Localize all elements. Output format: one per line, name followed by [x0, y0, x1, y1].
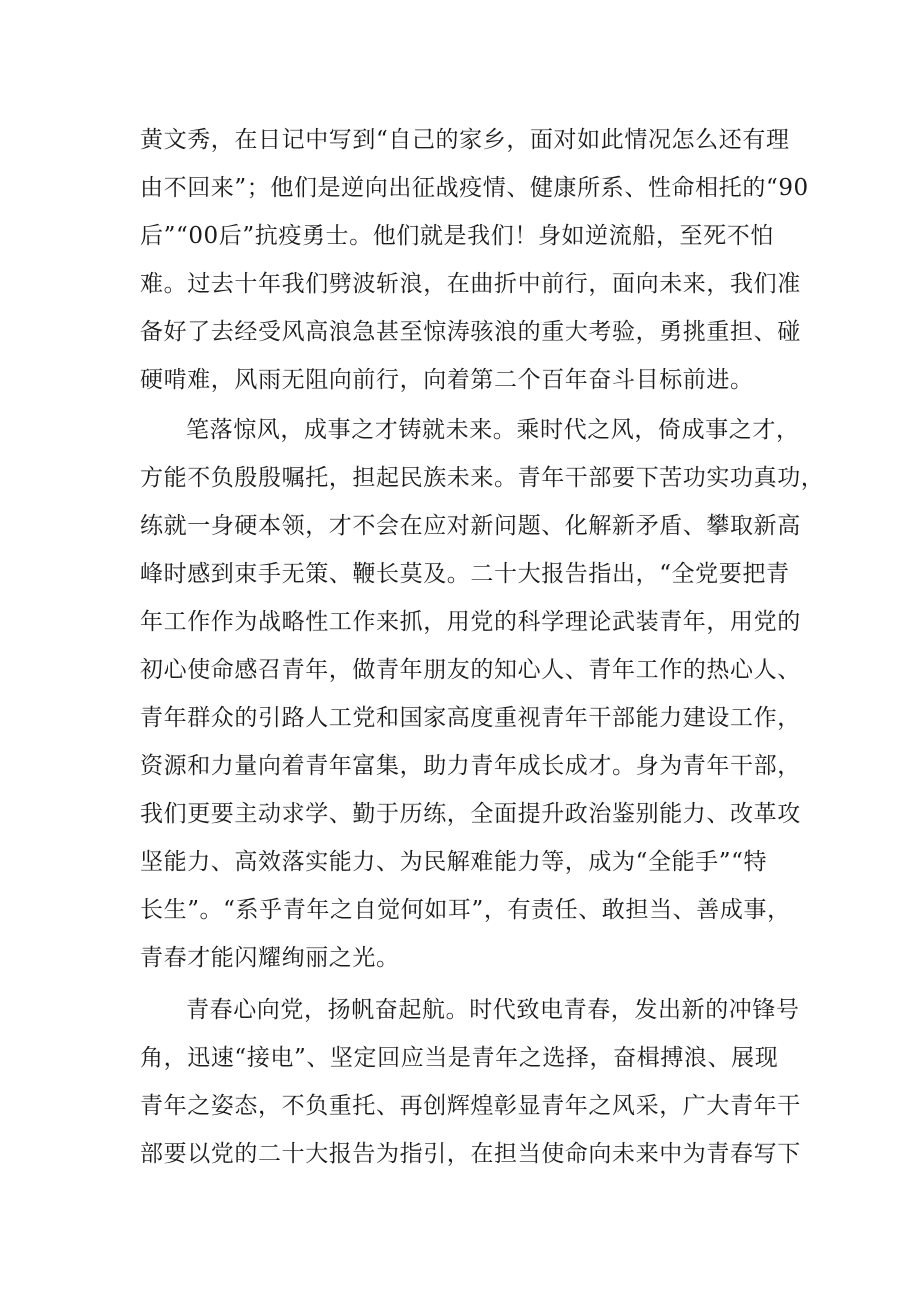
paragraph-line: 坚能力、高效落实能力、为民解难能力等，成为“全能手”“特 — [140, 849, 768, 875]
paragraph-line: 部要以党的二十大报告为指引，在担当使命向未来中为青春写下 — [140, 1141, 801, 1167]
paragraph-line: 笔落惊风，成事之才铸就未来。乘时代之风，倚成事之才， — [186, 417, 800, 443]
paragraph-line: 我们更要主动求学、勤于历练，全面提升政治鉴别能力、改革攻 — [140, 801, 801, 827]
paragraph-line: 长生”。“系乎青年之自觉何如耳”，有责任、敢担当、善成事， — [140, 897, 791, 923]
paragraph-line: 资源和力量向着青年富集，助力青年成长成才。身为青年干部， — [140, 753, 801, 779]
paragraph-line: 练就一身硬本领，才不会在应对新问题、化解新矛盾、攀取新高 — [140, 513, 801, 539]
paragraph-line: 黄文秀，在日记中写到“自己的家乡，面对如此情况怎么还有理 — [140, 127, 790, 153]
paragraph-line: 峰时感到束手无策、鞭长莫及。二十大报告指出，“全党要把青 — [140, 561, 790, 587]
paragraph-line: 青春心向党，扬帆奋起航。时代致电青春，发出新的冲锋号 — [186, 997, 800, 1023]
paragraph-line: 青年群众的引路人工党和国家高度重视青年干部能力建设工作， — [140, 705, 801, 731]
paragraph-line: 后”“00后”抗疫勇士。他们就是我们！身如逆流船，至死不怕 — [140, 223, 774, 249]
paragraph-line: 由不回来”；他们是逆向出征战疫情、健康所系、性命相托的“90 — [140, 175, 809, 201]
paragraph-line: 方能不负殷殷嘱托，担起民族未来。青年干部要下苦功实功真功， — [140, 465, 825, 491]
paragraph-line: 青春才能闪耀绚丽之光。 — [140, 945, 400, 971]
paragraph-line: 硬啃难，风雨无阻向前行，向着第二个百年奋斗目标前进。 — [140, 367, 754, 393]
paragraph-line: 青年之姿态，不负重托、再创辉煌彰显青年之风采，广大青年干 — [140, 1093, 801, 1119]
paragraph-line: 年工作作为战略性工作来抓，用党的科学理论武装青年，用党的 — [140, 609, 801, 635]
paragraph-line: 难。过去十年我们劈波斩浪，在曲折中前行，面向未来，我们准 — [140, 271, 801, 297]
paragraph-line: 备好了去经受风高浪急甚至惊涛骇浪的重大考验，勇挑重担、碰 — [140, 319, 801, 345]
paragraph-line: 角，迅速“接电”、坚定回应当是青年之选择，奋楫搏浪、展现 — [140, 1045, 779, 1071]
paragraph-line: 初心使命感召青年，做青年朋友的知心人、青年工作的热心人、 — [140, 657, 801, 683]
